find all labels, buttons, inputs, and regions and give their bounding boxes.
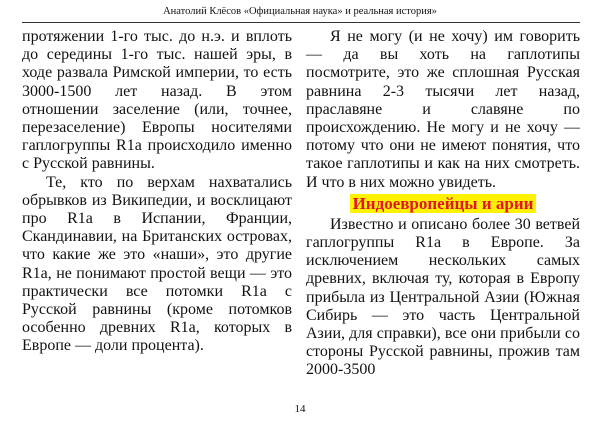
running-title: Анатолий Клёсов «Официальная наука» и реальная история» <box>163 6 437 17</box>
running-header <box>0 6 600 18</box>
right-paragraph-1: Я не могу (и не хочу) им говорить — да вы хоть на гаплотипы посмотрите, это же сплошная Русская равнина 2-3 тысячи лет назад, праславяне и славяне по происхождению. Не могу и не хочу — потому что они не имеют понятия, что такое гаплотипы и как на них смотреть. И что в них можно увидеть. <box>306 28 580 191</box>
right-paragraph-2: Известно и описано более 30 ветвей гаплогруппы R1a в Европе. За исключением нескольких самых древних, включая ту, которая в Европу прибыла из Центральной Азии (Южная Сибирь — это часть Центральной Азии, для справки), все они прибыли со стороны Русской равнины, прожив там 2000-3500 <box>306 215 580 379</box>
section-heading-text: Индоевропейцы и арии <box>350 194 537 213</box>
right-text-column <box>306 28 580 380</box>
page-number <box>0 403 600 415</box>
left-paragraph-2: Те, кто по верхам нахватались обрывков из Википедии, и восклицают про R1a в Испании, Франции, Скандинавии, на Британских островах, что какие же это «наши», это другие R1a, не понимают простой вещи — это практически все потомки R1a с Русской равнины (кроме потомков особенно древних R1a, которых в Европе — доли процента). <box>22 173 292 355</box>
left-text-column <box>22 28 292 356</box>
header-divider <box>22 22 580 23</box>
page-number-text: 14 <box>294 403 306 415</box>
section-heading <box>306 194 580 215</box>
left-paragraph-1: протяжении 1-го тыс. до н.э. и вплоть до середины 1-го тыс. нашей эры, в ходе развала Римской империи, то есть 3000-1500 лет назад. В этом отношении заселение (или, точнее, перезаселение) Европы носителями гаплогруппы R1a происходило именно с Русской равнины. <box>22 28 292 173</box>
